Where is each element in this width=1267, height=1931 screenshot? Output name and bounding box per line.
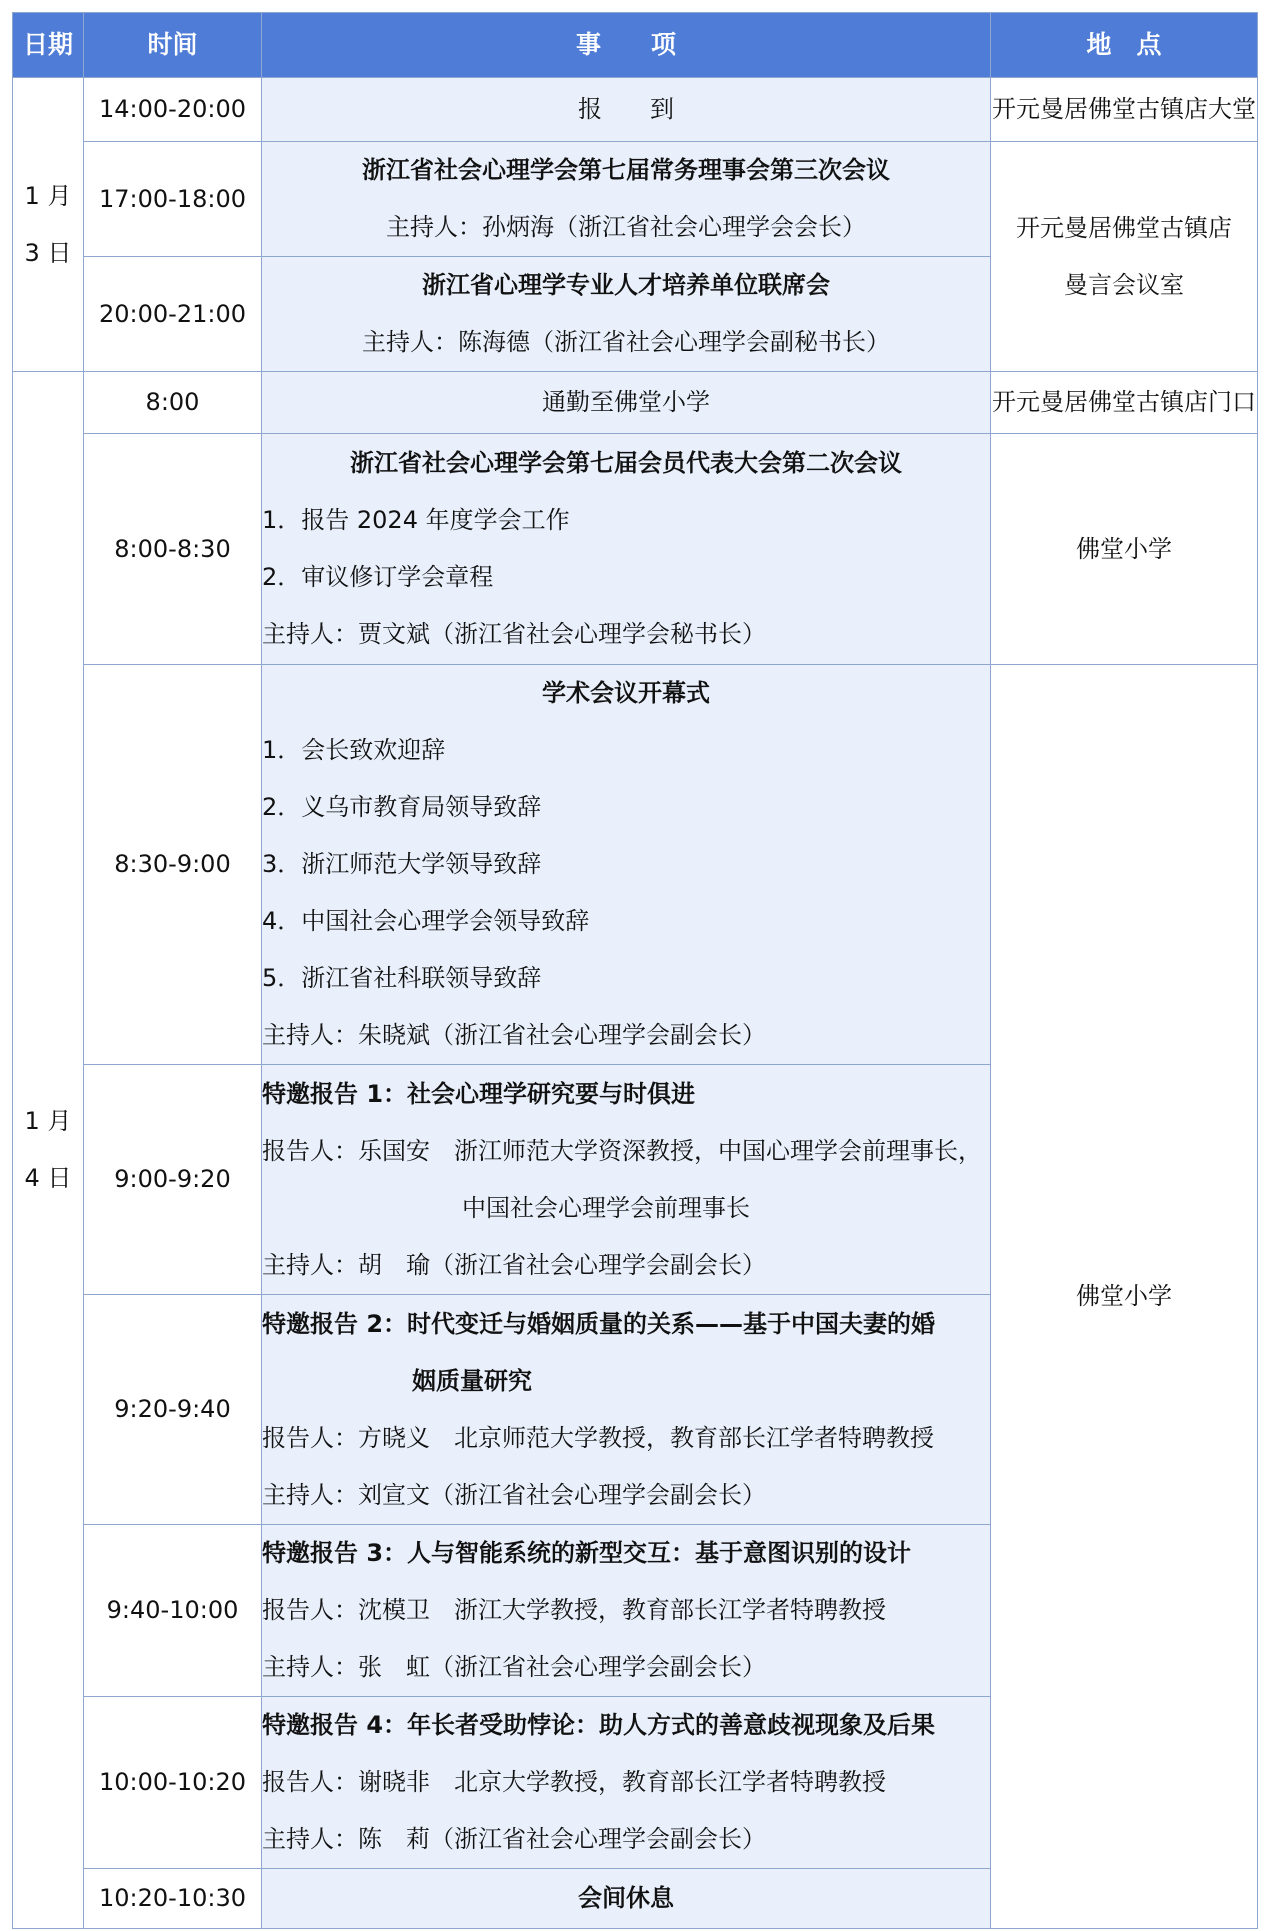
time-cell: 17:00-18:00 <box>84 142 262 257</box>
item-line: 5．浙江省社科联领导致辞 <box>262 964 542 992</box>
item-line: 主持人：朱晓斌（浙江省社会心理学会副会长） <box>262 1021 766 1049</box>
item-cell <box>262 434 991 665</box>
item-title: 学术会议开幕式 <box>542 679 710 707</box>
item-cell <box>262 665 991 1065</box>
table-row <box>13 142 1258 257</box>
table-row <box>13 372 1258 434</box>
table-row <box>13 78 1258 142</box>
item-line: 4．中国社会心理学会领导致辞 <box>262 907 590 935</box>
item-title: 特邀报告 3：人与智能系统的新型交互：基于意图识别的设计 <box>262 1539 912 1567</box>
item-line: 主持人：陈 莉（浙江省社会心理学会副会长） <box>262 1825 766 1853</box>
date-month: 1 月 <box>24 1107 72 1135</box>
item-cell <box>262 1295 991 1525</box>
item-line: 中国社会心理学会前理事长 <box>462 1193 750 1222</box>
table-row <box>13 665 1258 1065</box>
header-location: 地 点 <box>991 13 1258 78</box>
item-cell <box>262 1065 991 1295</box>
location-line: 佛堂小学 <box>1076 1282 1172 1310</box>
item-title: 浙江省社会心理学会第七届会员代表大会第二次会议 <box>350 449 902 477</box>
location-line: 开元曼居佛堂古镇店 <box>1016 213 1232 242</box>
item-cell <box>262 1869 991 1929</box>
item-line: 通勤至佛堂小学 <box>542 388 710 416</box>
item-line: 报 到 <box>578 95 674 123</box>
item-line: 主持人：孙炳海（浙江省社会心理学会会长） <box>386 213 866 241</box>
item-title: 特邀报告 4：年长者受助悖论：助人方式的善意歧视现象及后果 <box>262 1711 936 1739</box>
time-cell: 20:00-21:00 <box>84 257 262 372</box>
item-line: 报告人：乐国安 浙江师范大学资深教授，中国心理学会前理事长， <box>262 1136 982 1165</box>
header-item: 事 项 <box>262 13 991 78</box>
item-title-cont: 姻质量研究 <box>412 1366 532 1395</box>
time-cell: 8:30-9:00 <box>84 665 262 1065</box>
item-cell <box>262 1525 991 1697</box>
time-cell: 8:00 <box>84 372 262 434</box>
time-cell: 9:40-10:00 <box>84 1525 262 1697</box>
location-cell <box>991 665 1258 1929</box>
date-day: 3 日 <box>24 238 72 267</box>
location-cell <box>991 78 1258 142</box>
location-line: 开元曼居佛堂古镇店大堂 <box>992 95 1256 123</box>
item-line: 主持人：胡 瑜（浙江省社会心理学会副会长） <box>262 1250 766 1279</box>
item-line: 报告人：方晓义 北京师范大学教授，教育部长江学者特聘教授 <box>262 1423 934 1452</box>
item-cell <box>262 372 991 434</box>
table-row <box>13 434 1258 665</box>
header-time: 时间 <box>84 13 262 78</box>
time-cell: 9:00-9:20 <box>84 1065 262 1295</box>
header-date: 日期 <box>13 13 84 78</box>
location-line: 开元曼居佛堂古镇店门口 <box>992 388 1256 416</box>
item-line: 报告人：沈模卫 浙江大学教授，教育部长江学者特聘教授 <box>262 1596 886 1624</box>
item-line: 3．浙江师范大学领导致辞 <box>262 850 542 878</box>
item-cell <box>262 142 991 257</box>
date-cell-day2 <box>13 372 84 1929</box>
item-line: 2．审议修订学会章程 <box>262 563 494 591</box>
item-title: 特邀报告 2：时代变迁与婚姻质量的关系——基于中国夫妻的婚 <box>262 1309 936 1338</box>
item-line: 主持人：张 虹（浙江省社会心理学会副会长） <box>262 1653 766 1681</box>
item-cell <box>262 257 991 372</box>
item-line: 报告人：谢晓非 北京大学教授，教育部长江学者特聘教授 <box>262 1768 886 1796</box>
date-month: 1 月 <box>24 181 72 210</box>
time-cell: 8:00-8:30 <box>84 434 262 665</box>
location-line: 佛堂小学 <box>1076 534 1172 563</box>
item-title: 会间休息 <box>578 1884 674 1912</box>
item-line: 1．会长致欢迎辞 <box>262 736 446 764</box>
date-cell-day1 <box>13 78 84 372</box>
item-title: 浙江省心理学专业人才培养单位联席会 <box>422 271 830 299</box>
date-day: 4 日 <box>24 1164 72 1192</box>
item-line: 2．义乌市教育局领导致辞 <box>262 793 542 821</box>
location-cell <box>991 372 1258 434</box>
item-title: 特邀报告 1：社会心理学研究要与时俱进 <box>262 1079 696 1108</box>
header-row <box>13 13 1258 78</box>
location-cell <box>991 434 1258 665</box>
location-cell <box>991 142 1258 372</box>
item-line: 主持人：贾文斌（浙江省社会心理学会秘书长） <box>262 620 766 648</box>
item-line: 1．报告 2024 年度学会工作 <box>262 506 570 534</box>
time-cell: 10:00-10:20 <box>84 1697 262 1869</box>
item-line: 主持人：陈海德（浙江省社会心理学会副秘书长） <box>362 328 890 356</box>
item-title: 浙江省社会心理学会第七届常务理事会第三次会议 <box>362 156 890 184</box>
schedule-table <box>12 12 1258 1929</box>
location-line: 曼言会议室 <box>1064 270 1184 299</box>
time-cell: 10:20-10:30 <box>84 1869 262 1929</box>
time-cell: 14:00-20:00 <box>84 78 262 142</box>
item-cell <box>262 1697 991 1869</box>
item-line: 主持人：刘宣文（浙江省社会心理学会副会长） <box>262 1480 766 1509</box>
time-cell: 9:20-9:40 <box>84 1295 262 1525</box>
item-cell <box>262 78 991 142</box>
